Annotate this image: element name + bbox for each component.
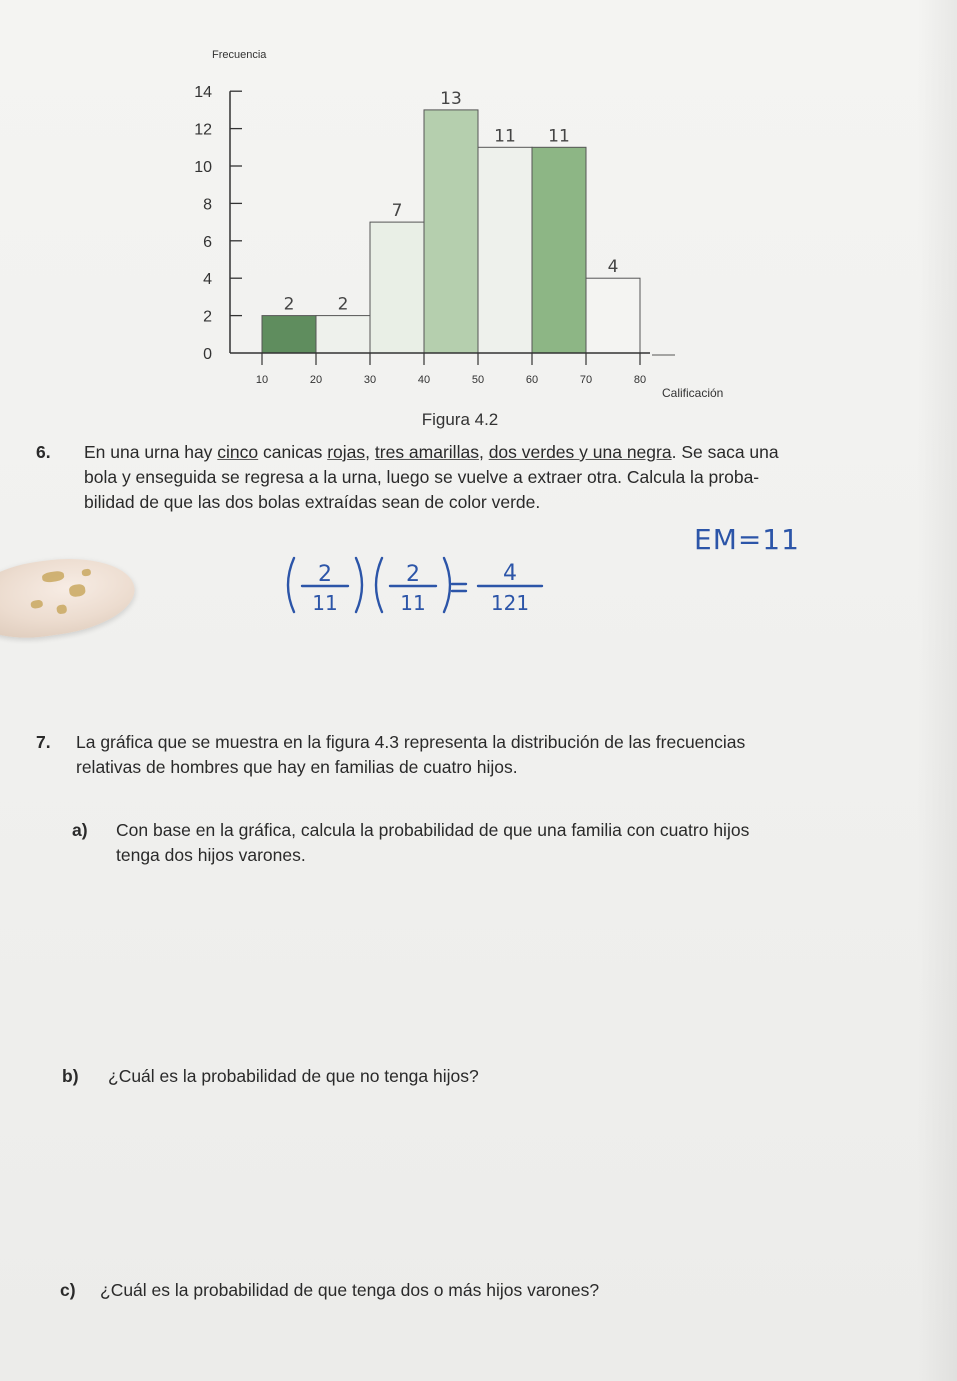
x-axis <box>230 353 675 386</box>
handwritten-fraction-work <box>280 550 550 620</box>
handwritten-bar-value: 11 <box>548 126 570 147</box>
problem-7c-label: c) <box>60 1280 76 1300</box>
problem-7a-line-2: tenga dos hijos varones. <box>116 845 306 865</box>
bar-group <box>262 110 640 353</box>
handwritten-bar-value: 2 <box>283 294 295 315</box>
x-tick-label: 20 <box>309 374 323 386</box>
histogram-chart <box>150 40 770 410</box>
problem-7-line-2: relativas de hombres que hay en familias de cuatro hijos. <box>76 757 518 777</box>
histogram-bar <box>586 278 640 353</box>
y-tick-label: 10 <box>194 159 212 176</box>
handwritten-em: EM=11 <box>694 523 800 556</box>
paren-open-1 <box>288 558 294 612</box>
x-axis-label: Calificación <box>662 386 724 400</box>
x-tick-label: 70 <box>579 374 593 386</box>
y-tick-label: 8 <box>203 196 212 214</box>
problem-6-line-1: En una urna hay cinco canicas rojas, tres amarillas, dos verdes y una negra. Se saca una <box>84 442 779 462</box>
problem-7-text <box>76 730 916 780</box>
y-tick-label: 6 <box>203 233 212 251</box>
fraction-1-denominator: 11 <box>312 591 338 615</box>
problem-7-number: 7. <box>36 732 51 752</box>
problem-7a-label: a) <box>72 820 88 840</box>
histogram-bar <box>262 316 316 353</box>
fraction-2-numerator: 2 <box>406 562 420 587</box>
problem-6-number: 6. <box>36 442 51 462</box>
problem-7c-text: ¿Cuál es la probabilidad de que tenga dos o más hijos varones? <box>100 1280 600 1300</box>
x-tick-label: 30 <box>363 374 377 386</box>
y-axis <box>194 84 242 363</box>
x-tick-label: 40 <box>417 374 431 386</box>
y-tick-label: 2 <box>203 308 212 326</box>
problem-7-line-1: La gráfica que se muestra en la figura 4.3 representa la distribución de las frecuencias <box>76 732 746 752</box>
handwritten-bar-value: 11 <box>494 126 516 147</box>
figure-caption: Figura 4.2 <box>421 410 499 429</box>
handwritten-bar-value: 7 <box>391 201 403 222</box>
nail-glitter <box>30 599 43 609</box>
problem-7b-text: ¿Cuál es la probabilidad de que no tenga hijos? <box>108 1066 479 1086</box>
histogram-bar <box>478 147 532 353</box>
problem-6-text <box>84 440 924 515</box>
y-tick-label: 14 <box>194 84 212 102</box>
nail-glitter <box>69 583 87 597</box>
histogram-bar <box>370 222 424 353</box>
problem-7b-label: b) <box>62 1066 79 1086</box>
histogram-bar <box>424 110 478 353</box>
paren-open-2 <box>376 558 382 612</box>
x-tick-label: 10 <box>255 374 269 386</box>
fraction-2-denominator: 11 <box>400 591 426 615</box>
nail-glitter <box>81 568 91 576</box>
handwritten-bar-value: 13 <box>440 88 462 109</box>
paren-close-2 <box>444 558 450 612</box>
problem-6-line-3: bilidad de que las dos bolas extraídas sean de color verde. <box>84 492 541 512</box>
y-tick-label: 0 <box>203 346 212 363</box>
handwritten-bar-value: 2 <box>337 294 349 315</box>
histogram-bar <box>316 316 370 353</box>
result-denominator: 121 <box>490 591 530 615</box>
page-shadow <box>917 0 957 1381</box>
problem-6-line-2: bola y enseguida se regresa a la urna, luego se vuelve a extraer otra. Calcula la proba- <box>84 467 760 487</box>
y-tick-label: 4 <box>203 271 212 289</box>
problem-7a-text <box>116 818 916 868</box>
y-axis-label: Frecuencia <box>212 49 267 61</box>
nail-glitter <box>56 604 67 614</box>
x-tick-label: 80 <box>633 374 647 386</box>
result-numerator: 4 <box>503 561 517 586</box>
nail-glitter <box>42 570 65 583</box>
paren-close-1 <box>356 558 362 612</box>
x-tick-label: 50 <box>471 374 485 386</box>
fraction-1-numerator: 2 <box>318 562 332 587</box>
handwritten-bar-value: 4 <box>607 257 619 278</box>
y-tick-label: 12 <box>194 121 212 139</box>
histogram-bar <box>532 147 586 353</box>
problem-7a-line-1: Con base en la gráfica, calcula la probabilidad de que una familia con cuatro hijos <box>116 820 750 840</box>
x-tick-label: 60 <box>525 374 539 386</box>
